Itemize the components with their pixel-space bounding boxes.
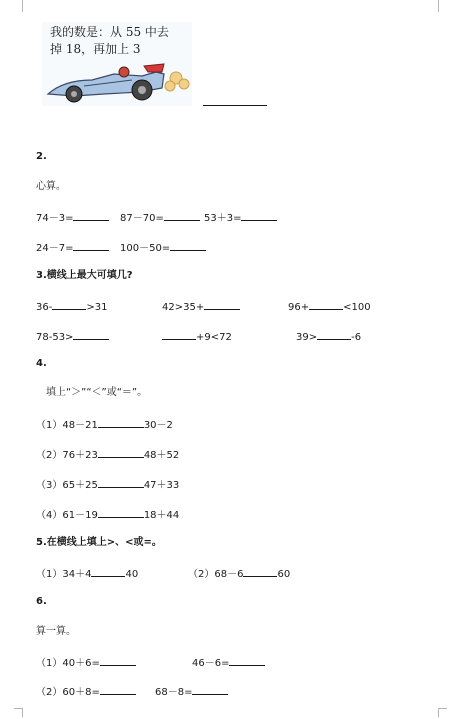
answer-blank[interactable]	[317, 330, 351, 340]
q6-item: 68－8=	[155, 685, 228, 698]
answer-blank[interactable]	[73, 241, 109, 251]
intro-line-2: 掉 18，再加上 3	[50, 42, 141, 56]
corner-mark-bottom-left	[14, 708, 23, 717]
race-car-icon	[44, 58, 192, 106]
q2-item: 53＋3=	[204, 211, 277, 224]
q6-title: 算一算。	[36, 626, 76, 637]
answer-blank[interactable]	[170, 241, 206, 251]
q3-item: 36- >31	[36, 302, 108, 313]
q6-number: 6.	[36, 596, 47, 607]
q3-item: +9<72	[162, 330, 232, 343]
q4-item: （3）65＋25 47＋33	[36, 480, 180, 491]
q6-item: （1）40＋6=	[36, 656, 136, 669]
answer-blank[interactable]	[309, 300, 343, 310]
corner-mark-bottom-right	[438, 708, 447, 717]
answer-blank[interactable]	[164, 211, 200, 221]
q2-number: 2.	[36, 151, 47, 162]
q3-item: 96+ <100	[288, 302, 371, 313]
q5-item: （2）68－6 60	[188, 569, 291, 580]
q3-title: 3.横线上最大可填几?	[36, 270, 133, 281]
intro-line-1: 我的数是：从 55 中去	[50, 25, 169, 39]
answer-blank[interactable]	[98, 418, 144, 428]
answer-blank[interactable]	[229, 656, 265, 666]
answer-blank[interactable]	[98, 508, 144, 518]
q3-item: 39> -6	[296, 332, 362, 343]
q4-item: （4）61－19 18＋44	[36, 510, 180, 521]
answer-blank[interactable]	[204, 300, 240, 310]
answer-blank[interactable]	[243, 567, 277, 577]
q2-item: 24－7=	[36, 241, 109, 254]
q4-number: 4.	[36, 358, 47, 369]
answer-blank[interactable]	[241, 211, 277, 221]
answer-blank[interactable]	[203, 105, 267, 106]
q2-title: 心算。	[36, 181, 66, 192]
answer-blank[interactable]	[52, 300, 86, 310]
answer-blank[interactable]	[100, 685, 136, 695]
answer-blank[interactable]	[91, 567, 125, 577]
answer-blank[interactable]	[73, 211, 109, 221]
answer-blank[interactable]	[73, 330, 109, 340]
answer-blank[interactable]	[162, 330, 196, 340]
corner-mark-top-left	[14, 0, 23, 12]
corner-mark-top-right	[438, 0, 447, 12]
q6-item: （2）60＋8=	[36, 685, 136, 698]
q4-title: 填上“＞”“＜”或“＝”。	[46, 387, 148, 398]
answer-blank[interactable]	[98, 448, 144, 458]
q3-item: 42>35+	[162, 300, 240, 313]
q6-item: 46－6=	[192, 656, 265, 669]
q3-item: 78-53>	[36, 330, 109, 343]
q4-item: （2）76＋23 48＋52	[36, 450, 180, 461]
q2-item: 87－70=	[120, 211, 200, 224]
answer-blank[interactable]	[100, 656, 136, 666]
answer-blank[interactable]	[98, 478, 144, 488]
q4-item: （1）48－21 30－2	[36, 420, 173, 431]
q5-item: （1）34＋4 40	[36, 569, 139, 580]
q5-title: 5.在横线上填上>、<或=。	[36, 537, 162, 548]
answer-blank[interactable]	[192, 685, 228, 695]
q2-item: 74－3=	[36, 211, 109, 224]
q2-item: 100－50=	[120, 241, 206, 254]
